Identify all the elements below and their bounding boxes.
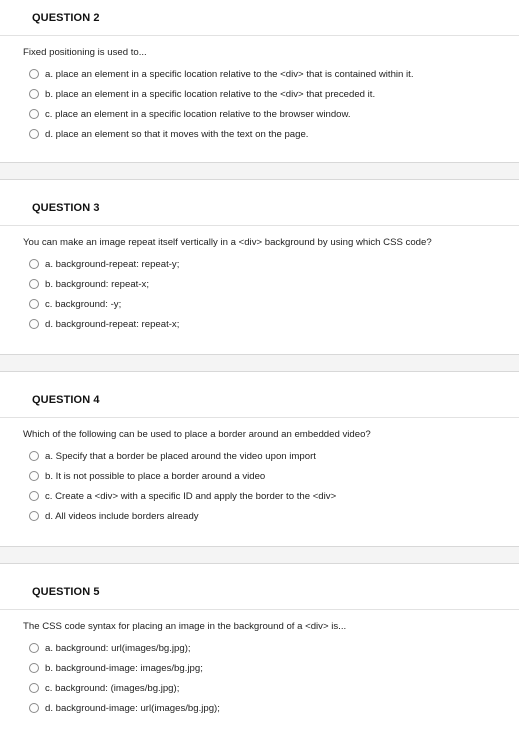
option-label: b. background-image: images/bg.jpg; [45, 662, 203, 674]
option-label: a. background: url(images/bg.jpg); [45, 642, 191, 654]
question-2-footer [0, 162, 519, 180]
question-2-body [0, 36, 519, 144]
question-2-options [23, 64, 519, 144]
question-3-text: You can make an image repeat itself vertically in a <div> background by using which CSS code? [23, 237, 432, 248]
radio-button[interactable] [29, 663, 39, 673]
question-3-option-d[interactable] [23, 314, 519, 334]
radio-button[interactable] [29, 683, 39, 693]
question-2 [0, 0, 519, 144]
option-label: c. place an element in a specific location relative to the browser window. [45, 108, 351, 120]
question-3-option-a[interactable] [23, 254, 519, 274]
radio-button[interactable] [29, 129, 39, 139]
question-2-option-d[interactable] [23, 124, 519, 144]
option-label: b. It is not possible to place a border around a video [45, 470, 266, 482]
section-divider [0, 162, 519, 180]
question-3-options [23, 254, 519, 334]
option-label: b. background: repeat-x; [45, 278, 149, 290]
option-label: a. background-repeat: repeat-y; [45, 258, 180, 270]
question-4-option-b[interactable] [23, 466, 519, 486]
question-5-option-b[interactable] [23, 658, 519, 678]
radio-button[interactable] [29, 279, 39, 289]
question-2-option-a[interactable] [23, 64, 519, 84]
option-label: a. Specify that a border be placed around the video upon import [45, 450, 316, 462]
option-label: c. Create a <div> with a specific ID and apply the border to the <div> [45, 490, 337, 502]
question-5-option-d[interactable] [23, 698, 519, 718]
radio-button[interactable] [29, 89, 39, 99]
question-5-option-a[interactable] [23, 638, 519, 658]
radio-button[interactable] [29, 643, 39, 653]
option-label: a. place an element in a specific location relative to the <div> that is contained within it. [45, 68, 414, 80]
question-3-header: QUESTION 3 [0, 190, 519, 226]
radio-button[interactable] [29, 471, 39, 481]
question-3-body [0, 226, 519, 334]
section-divider [0, 354, 519, 372]
question-3-footer [0, 354, 519, 372]
option-label: d. All videos include borders already [45, 510, 199, 522]
question-2-header: QUESTION 2 [0, 0, 519, 36]
question-4 [0, 382, 519, 526]
option-label: d. background-repeat: repeat-x; [45, 318, 180, 330]
radio-button[interactable] [29, 511, 39, 521]
question-5-options [23, 638, 519, 718]
question-4-option-c[interactable] [23, 486, 519, 506]
radio-button[interactable] [29, 109, 39, 119]
radio-button[interactable] [29, 703, 39, 713]
question-4-header: QUESTION 4 [0, 382, 519, 418]
section-divider [0, 546, 519, 564]
question-3 [0, 190, 519, 334]
radio-button[interactable] [29, 69, 39, 79]
option-label: d. background-image: url(images/bg.jpg); [45, 702, 220, 714]
question-4-option-a[interactable] [23, 446, 519, 466]
question-2-text: Fixed positioning is used to... [23, 47, 147, 58]
question-5-body [0, 610, 519, 718]
question-5-option-c[interactable] [23, 678, 519, 698]
question-2-option-b[interactable] [23, 84, 519, 104]
radio-button[interactable] [29, 491, 39, 501]
option-label: c. background: -y; [45, 298, 122, 310]
question-5-text: The CSS code syntax for placing an image in the background of a <div> is... [23, 621, 347, 632]
question-4-footer [0, 546, 519, 564]
question-5 [0, 574, 519, 718]
radio-button[interactable] [29, 451, 39, 461]
question-4-options [23, 446, 519, 526]
radio-button[interactable] [29, 259, 39, 269]
question-4-body [0, 418, 519, 526]
radio-button[interactable] [29, 299, 39, 309]
question-4-text: Which of the following can be used to place a border around an embedded video? [23, 429, 371, 440]
option-label: c. background: (images/bg.jpg); [45, 682, 180, 694]
option-label: d. place an element so that it moves with the text on the page. [45, 128, 309, 140]
question-2-option-c[interactable] [23, 104, 519, 124]
question-3-option-c[interactable] [23, 294, 519, 314]
radio-button[interactable] [29, 319, 39, 329]
question-4-option-d[interactable] [23, 506, 519, 526]
option-label: b. place an element in a specific location relative to the <div> that preceded it. [45, 88, 376, 100]
question-3-option-b[interactable] [23, 274, 519, 294]
question-5-header: QUESTION 5 [0, 574, 519, 610]
